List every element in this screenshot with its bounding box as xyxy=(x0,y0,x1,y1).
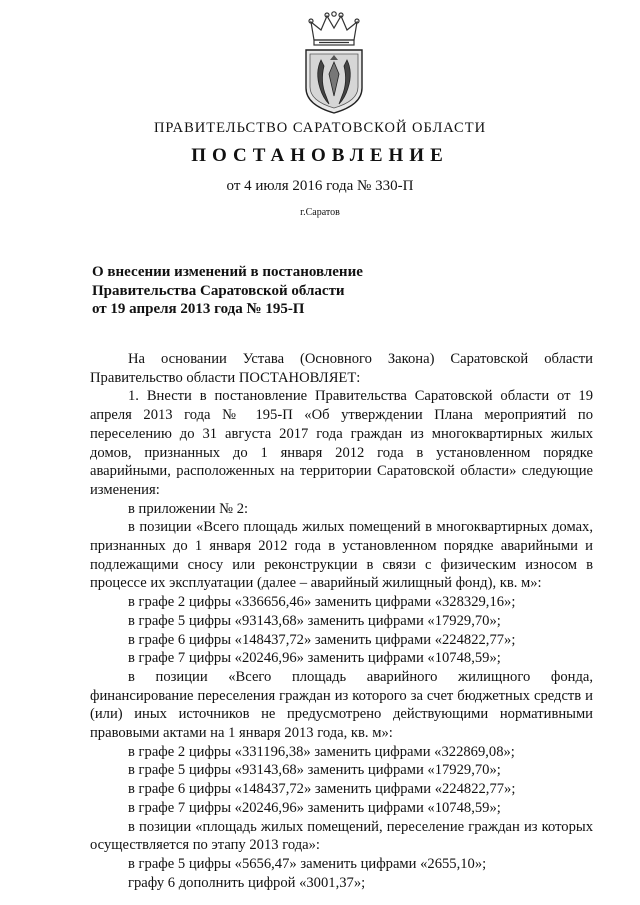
document-body xyxy=(90,350,593,892)
paragraph: в графе 5 цифры «93143,68» заменить цифрами «17929,70»; xyxy=(128,612,501,629)
title-line: О внесении изменений в постановление xyxy=(92,264,363,280)
paragraph: графу 6 дополнить цифрой «3001,37»; xyxy=(128,874,366,891)
paragraph: в графе 2 цифры «331196,38» заменить цифрами «322869,08»; xyxy=(128,743,515,760)
document-title xyxy=(92,263,452,319)
paragraph: в позиции «Всего площадь жилых помещений в многоквартирных домах, признанных до 1 января 2012 года в установленном порядке аварийными и подлежащими сносу или реконструкции в связи с физическим износом в процессе их эксплуатации (далее – аварийный жилищный фонд), кв. м»: xyxy=(90,519,593,592)
paragraph: в графе 5 цифры «93143,68» заменить цифрами «17929,70»; xyxy=(128,762,501,779)
paragraph: в приложении № 2: xyxy=(128,500,249,517)
paragraph: в графе 7 цифры «20246,96» заменить цифрами «10748,59»; xyxy=(128,650,501,667)
paragraph: в позиции «площадь жилых помещений, переселение граждан из которых осуществляется по этапу 2013 года»: xyxy=(90,818,593,854)
government-name: ПРАВИТЕЛЬСТВО САРАТОВСКОЙ ОБЛАСТИ xyxy=(153,120,487,136)
paragraph: в графе 6 цифры «148437,72» заменить цифрами «224822,77»; xyxy=(128,781,516,798)
paragraph: в графе 5 цифры «5656,47» заменить цифрами «2655,10»; xyxy=(128,855,487,872)
document-date-number: от 4 июля 2016 года № 330-П xyxy=(226,178,414,194)
coat-of-arms-icon xyxy=(301,10,367,114)
paragraph: в графе 2 цифры «336656,46» заменить цифрами «328329,16»; xyxy=(128,594,516,611)
title-line: от 19 апреля 2013 года № 195-П xyxy=(92,301,305,317)
paragraph: в позиции «Всего площадь аварийного жилищного фонда, финансирование переселения граждан из которого за счет бюджетных средств и (или) иных источников не предусмотрено действующими нормативными правовыми актами на 1 января 2013 года, кв. м»: xyxy=(90,668,593,742)
city-name: г.Саратов xyxy=(300,207,340,218)
document-type: ПОСТАНОВЛЕНИЕ xyxy=(191,145,449,166)
paragraph: в графе 7 цифры «20246,96» заменить цифрами «10748,59»; xyxy=(128,799,501,816)
paragraph: в графе 6 цифры «148437,72» заменить цифрами «224822,77»; xyxy=(128,631,516,648)
paragraph: На основании Устава (Основного Закона) Саратовской области Правительство области ПОСТАНОВЛЯЕТ: xyxy=(90,351,593,386)
title-line: Правительства Саратовской области xyxy=(92,282,345,299)
paragraph: 1. Внести в постановление Правительства Саратовской области от 19 апреля 2013 года № 195-П «Об утверждении Плана мероприятий по переселению до 31 августа 2017 года граждан из многоквартирных жилых домов, признанных до 1 января 2012 года в установленном порядке аварийными, расположенных на территории Саратовской области» следующие изменения: xyxy=(90,388,593,498)
